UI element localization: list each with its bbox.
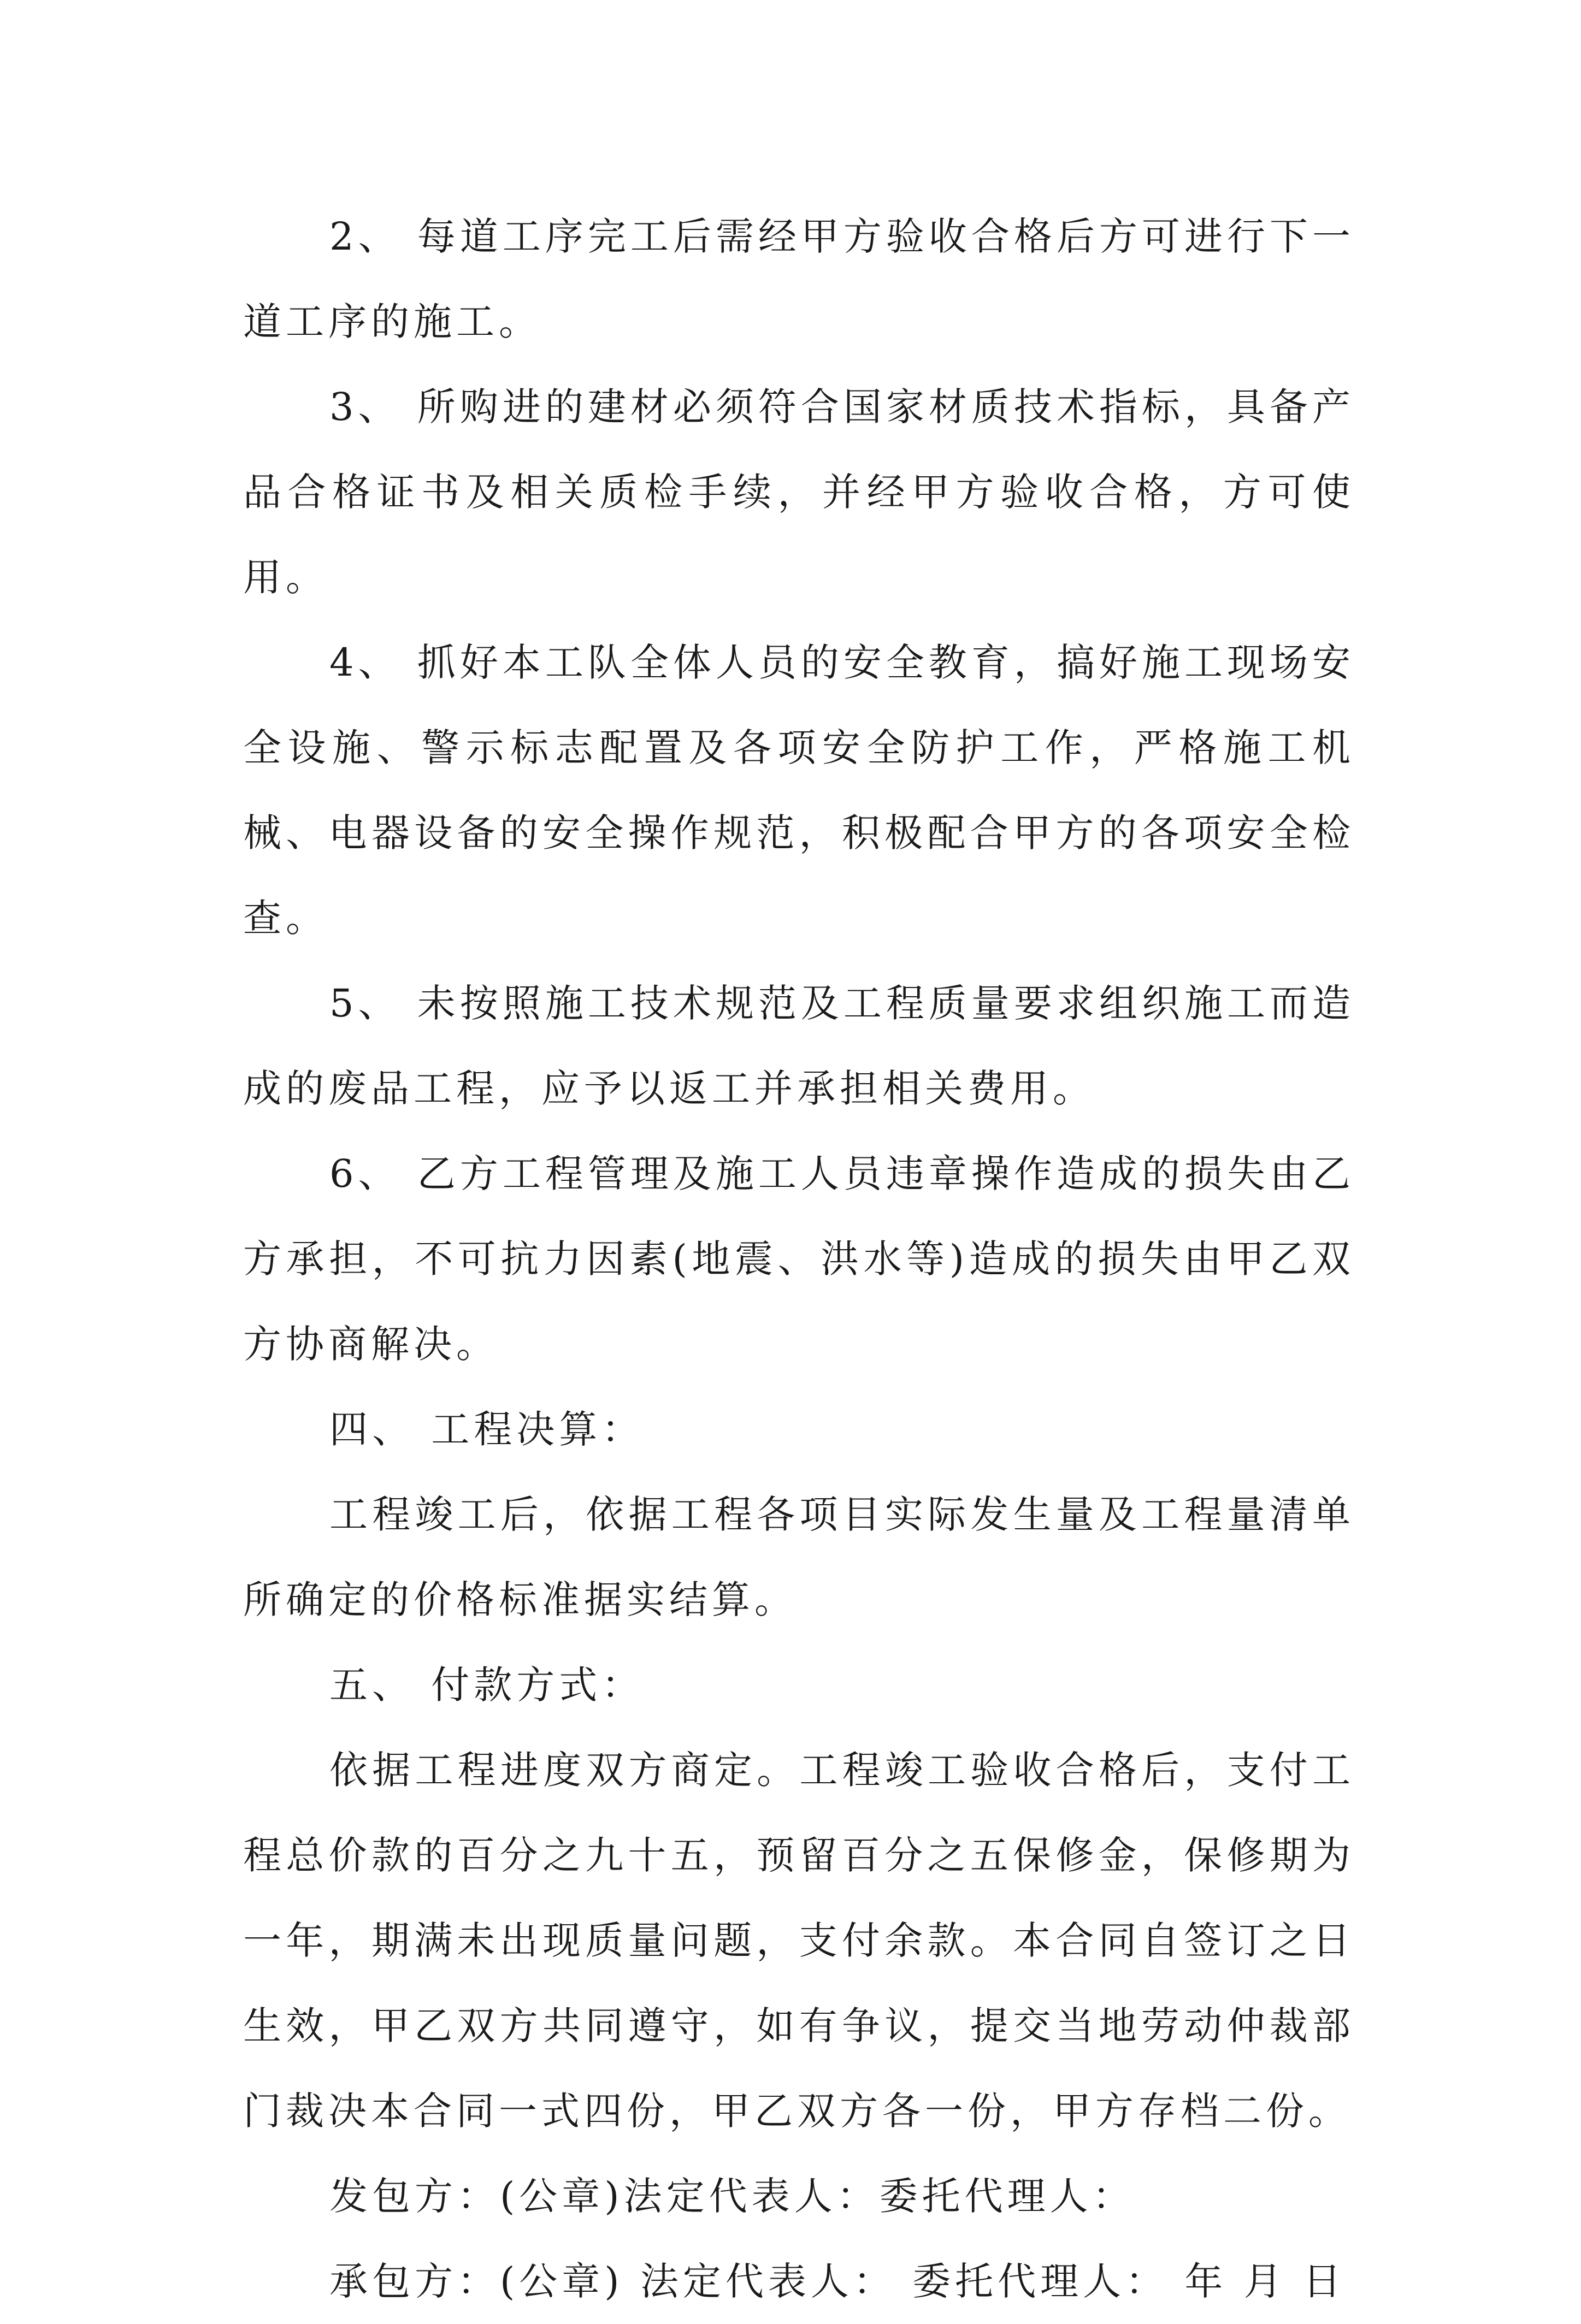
payment-paragraph: 依据工程进度双方商定。工程竣工验收合格后，支付工程总价款的百分之九十五，预留百分之五保修金，保修期为一年，期满未出现质量问题，支付余款。本合同自签订之日生效，甲乙双方共同遵守，如有争议，提交当地劳动仲裁部门裁决本合同一式四份，甲乙双方各一份，甲方存档二份。 xyxy=(243,1748,1355,2133)
settlement-paragraph: 工程竣工后，依据工程各项目实际发生量及工程量清单所确定的价格标准据实结算。 xyxy=(243,1492,1355,1622)
clause-6-paragraph: 6、 乙方工程管理及施工人员违章操作造成的损失由乙方承担，不可抗力因素(地震、洪水等)造成的损失由甲乙双方协商解决。 xyxy=(243,1151,1355,1367)
clause-2-paragraph: 2、 每道工序完工后需经甲方验收合格后方可进行下一道工序的施工。 xyxy=(243,214,1355,344)
section-4-heading: 四、 工程决算： xyxy=(329,1407,645,1452)
clause-3-paragraph: 3、 所购进的建材必须符合国家材质技术指标，具备产品合格证书及相关质检手续，并经甲方验收合格，方可使用。 xyxy=(243,385,1355,600)
employer-signature-line: 发包方：(公章)法定代表人：委托代理人： xyxy=(329,2174,1135,2219)
section-5-heading: 五、 付款方式： xyxy=(329,1663,645,1707)
clause-4-paragraph: 4、 抓好本工队全体人员的安全教育，搞好施工现场安全设施、警示标志配置及各项安全防护工作，严格施工机械、电器设备的安全操作规范，积极配合甲方的各项安全检查。 xyxy=(243,640,1355,941)
clause-5-paragraph: 5、 未按照施工技术规范及工程质量要求组织施工而造成的废品工程，应予以返工并承担相关费用。 xyxy=(243,981,1355,1111)
contractor-signature-line: 承包方：(公章) 法定代表人： 委托代理人： 年 月 日 xyxy=(329,2259,1346,2304)
contract-body xyxy=(243,194,1355,2324)
